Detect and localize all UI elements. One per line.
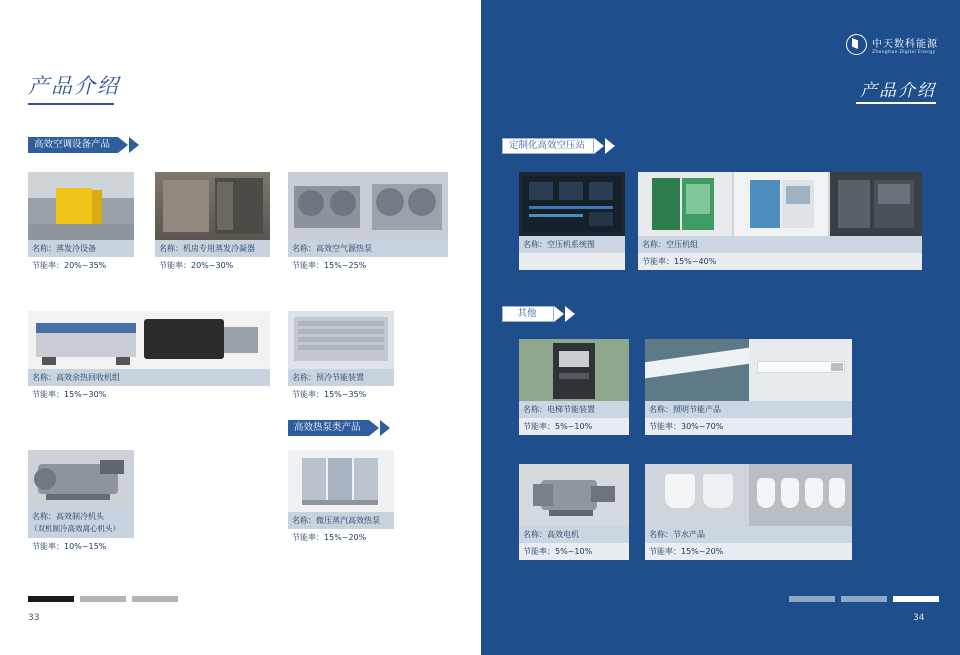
page-title-underline (28, 103, 114, 105)
pager-dot[interactable] (132, 596, 178, 602)
product-caption-rate-r4: 节能率：30%~70% (645, 418, 852, 435)
product-photo-air-source-heat-pump (288, 172, 448, 240)
product-caption-name-4: 名称：高效余热回收机组 (28, 369, 270, 386)
arrow-right-icon (380, 420, 390, 436)
product-photo-centrifugal-chiller-head (28, 450, 134, 508)
product-caption-rate-5: 节能率：15%~35% (288, 386, 394, 403)
product-photo-elevator-energy-saving-device (519, 339, 629, 401)
logo-text-cn: 中天数科能源 (872, 38, 938, 50)
product-photo-water-saving-products (645, 464, 852, 526)
product-caption-name-r3: 名称：电梯节能装置 (519, 401, 629, 418)
right-page-number: 34 (913, 613, 925, 623)
product-caption-rate-r2: 节能率：15%~40% (638, 253, 922, 270)
product-photo-evaporative-condenser (155, 172, 270, 240)
product-photo-air-compressor-system-diagram (519, 172, 625, 236)
pager-dot[interactable] (789, 596, 835, 602)
product-photo-air-compressor-units (638, 172, 922, 236)
product-caption-name-r4: 名称：照明节能产品 (645, 401, 852, 418)
product-caption-rate-r3: 节能率：5%~10% (519, 418, 629, 435)
left-page-number: 33 (28, 613, 40, 623)
product-photo-heat-recovery-unit (28, 311, 270, 369)
section-banner-hvac-label: 高效空调设备产品 (28, 137, 118, 153)
product-photo-led-lighting-products (645, 339, 852, 401)
section-banner-others (502, 306, 575, 322)
right-pager[interactable] (789, 596, 939, 602)
product-caption-rate-6: 节能率：10%~15% (28, 538, 134, 555)
section-banner-others-label: 其他 (502, 306, 554, 322)
product-caption-rate-r6: 节能率：15%~20% (645, 543, 852, 560)
product-caption-rate-7: 节能率：15%~20% (288, 529, 394, 546)
product-photo-evaporative-cooling-unit (28, 172, 134, 240)
product-caption-name-2: 名称：机房专用蒸发冷凝器 (155, 240, 270, 257)
product-caption-name-3: 名称：高效空气源热泵 (288, 240, 448, 257)
left-pager[interactable] (28, 596, 178, 602)
arrow-right-icon (594, 138, 604, 154)
arrow-right-icon (605, 138, 615, 154)
right-page-title: 产品介绍 (860, 81, 936, 101)
product-caption-name-1: 名称：蒸发冷设备 (28, 240, 134, 257)
product-photo-high-efficiency-motor (519, 464, 629, 526)
page-title: 产品介绍 (28, 74, 120, 98)
product-caption-name-6: 名称：高效制冷机头 （双机制冷高效离心机头） (28, 508, 134, 538)
product-caption-rate-1: 节能率：20%~35% (28, 257, 134, 274)
product-caption-rate-2: 节能率：20%~30% (155, 257, 270, 274)
section-banner-hvac (28, 137, 139, 153)
arrow-right-icon (129, 137, 139, 153)
product-photo-pre-cooling-device (288, 311, 394, 369)
logo-mark-icon (846, 34, 867, 55)
product-caption-rate-3: 节能率：15%~25% (288, 257, 448, 274)
product-caption-rate-4: 节能率：15%~30% (28, 386, 270, 403)
product-caption-rate-r5: 节能率：5%~10% (519, 543, 629, 560)
pager-dot[interactable] (80, 596, 126, 602)
product-photo-micro-pressure-steam-heat-pump (288, 450, 394, 512)
arrow-right-icon (554, 306, 564, 322)
pager-dot-active[interactable] (893, 596, 939, 602)
product-caption-name-5: 名称：预冷节能装置 (288, 369, 394, 386)
pager-dot-active[interactable] (28, 596, 74, 602)
product-caption-name-r1: 名称：空压机系统图 (519, 236, 625, 253)
section-banner-heatpump (288, 420, 390, 436)
right-page (481, 0, 960, 655)
arrow-right-icon (369, 420, 379, 436)
product-caption-name-r2: 名称：空压机组 (638, 236, 922, 253)
arrow-right-icon (118, 137, 128, 153)
logo-text-en: Zhongtian Digital Energy (872, 49, 936, 55)
section-banner-air-compressor (502, 138, 615, 154)
section-banner-heatpump-label: 高效热泵类产品 (288, 420, 369, 436)
product-caption-name-r5: 名称：高效电机 (519, 526, 629, 543)
arrow-right-icon (565, 306, 575, 322)
product-caption-name-7: 名称：微压蒸汽高效热泵 (288, 512, 394, 529)
right-page-title-underline (856, 102, 936, 104)
product-caption-name-r6: 名称：节水产品 (645, 526, 852, 543)
company-logo (846, 34, 938, 55)
pager-dot[interactable] (841, 596, 887, 602)
section-banner-air-compressor-label: 定制化高效空压站 (502, 138, 594, 154)
product-caption-rate-r1 (519, 253, 625, 270)
